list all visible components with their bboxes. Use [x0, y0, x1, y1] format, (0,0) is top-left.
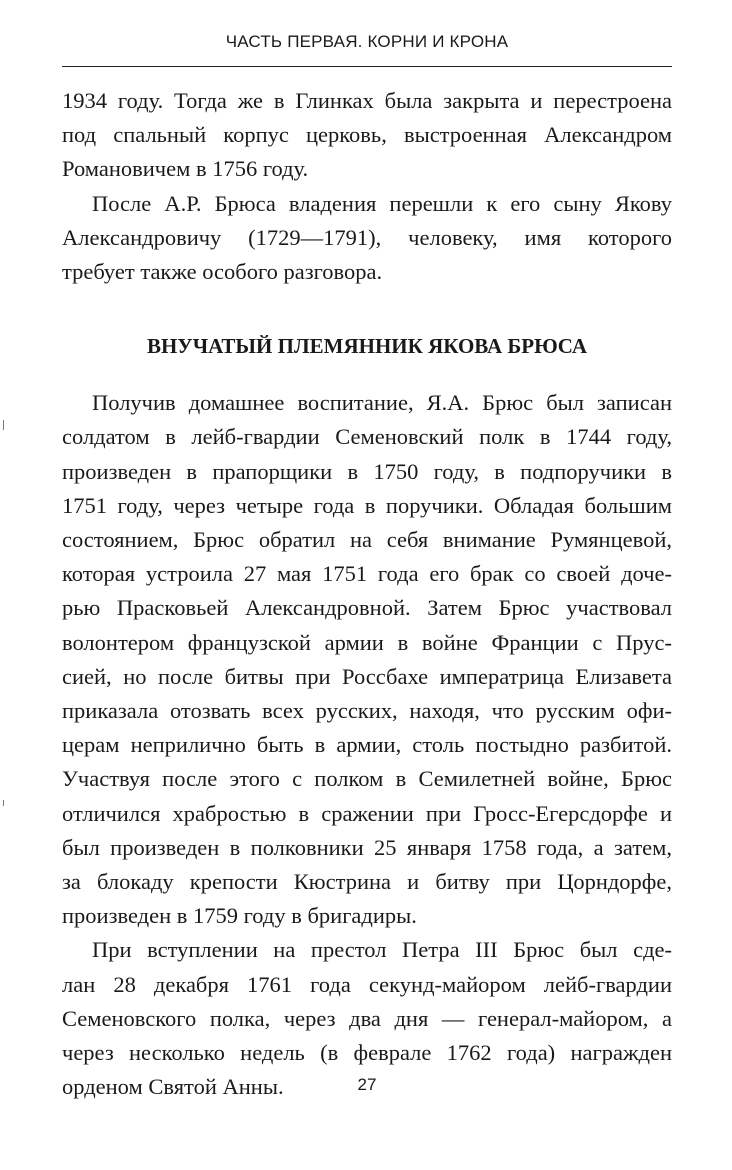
text-line: солдатом в лейб-гвардии Семеновский полк в 1744 году,	[62, 424, 672, 450]
text-line: Семеновского полка, через два дня — генерал-майором, а	[62, 1005, 672, 1031]
text-line: При вступлении на престол Петра III Брюс был сде-	[92, 937, 672, 963]
text-line: Участвуя после этого с полком в Семилетней войне, Брюс	[62, 766, 672, 792]
page-number: 27	[357, 1075, 377, 1094]
header-rule	[62, 66, 672, 67]
paragraph	[62, 386, 672, 933]
scan-speck	[3, 800, 4, 806]
text-line: орденом Святой Анны.	[62, 1074, 284, 1100]
text-line: волонтером французской армии в войне Франции с Прус-	[62, 629, 672, 655]
text-line: рью Прасковьей Александровной. Затем Брюс участвовал	[62, 595, 672, 621]
text-line: которая устроила 27 мая 1751 года его брак со своей доче-	[62, 561, 672, 587]
scan-speck	[3, 420, 4, 430]
text-line: отличился храбростью в сражении при Гросс-Егерсдорфе и	[62, 800, 672, 826]
text-line: произведен в прапорщики в 1750 году, в подпоручики в	[62, 458, 672, 484]
section-heading: ВНУЧАТЫЙ ПЛЕМЯННИК ЯКОВА БРЮСА	[146, 334, 588, 359]
text-line: Романовичем в 1756 году.	[62, 156, 309, 182]
text-line: церам неприлично быть в армии, столь постыдно разбитой.	[62, 732, 672, 758]
text-line: приказала отозвать всех русских, находя, что русским офи-	[62, 698, 672, 724]
text-line: 1751 году, через четыре года в поручики. Обладая большим	[62, 492, 672, 518]
paragraph	[62, 187, 672, 290]
text-line: за блокаду крепости Кюстрина и битву при Цорндорфе,	[62, 869, 672, 895]
text-line: состоянием, Брюс обратил на себя внимание Румянцевой,	[62, 527, 672, 553]
text-line: под спальный корпус церковь, выстроенная Александром	[62, 122, 672, 148]
text-line: 1934 году. Тогда же в Глинках была закрыта и перестроена	[62, 88, 672, 113]
text-line: После А.Р. Брюса владения перешли к его сыну Якову	[92, 190, 672, 216]
running-head: ЧАСТЬ ПЕРВАЯ. КОРНИ И КРОНА	[225, 32, 509, 51]
text-line: сией, но после битвы при Россбахе императрица Елизавета	[62, 663, 672, 689]
text-line: Получив домашнее воспитание, Я.А. Брюс был записан	[92, 390, 672, 416]
text-line: произведен в 1759 году в бригадиры.	[62, 903, 417, 929]
text-line: был произведен в полковники 25 января 1758 года, а затем,	[62, 834, 672, 860]
text-line: лан 28 декабря 1761 года секунд-майором лейб-гвардии	[62, 971, 672, 997]
paragraph	[62, 84, 672, 187]
text-line: требует также особого разговора.	[62, 259, 383, 285]
text-line: Александровичу (1729—1791), человеку, имя которого	[62, 224, 672, 250]
text-line: через несколько недель (в феврале 1762 года) награжден	[62, 1040, 672, 1066]
page-body	[62, 84, 672, 1104]
